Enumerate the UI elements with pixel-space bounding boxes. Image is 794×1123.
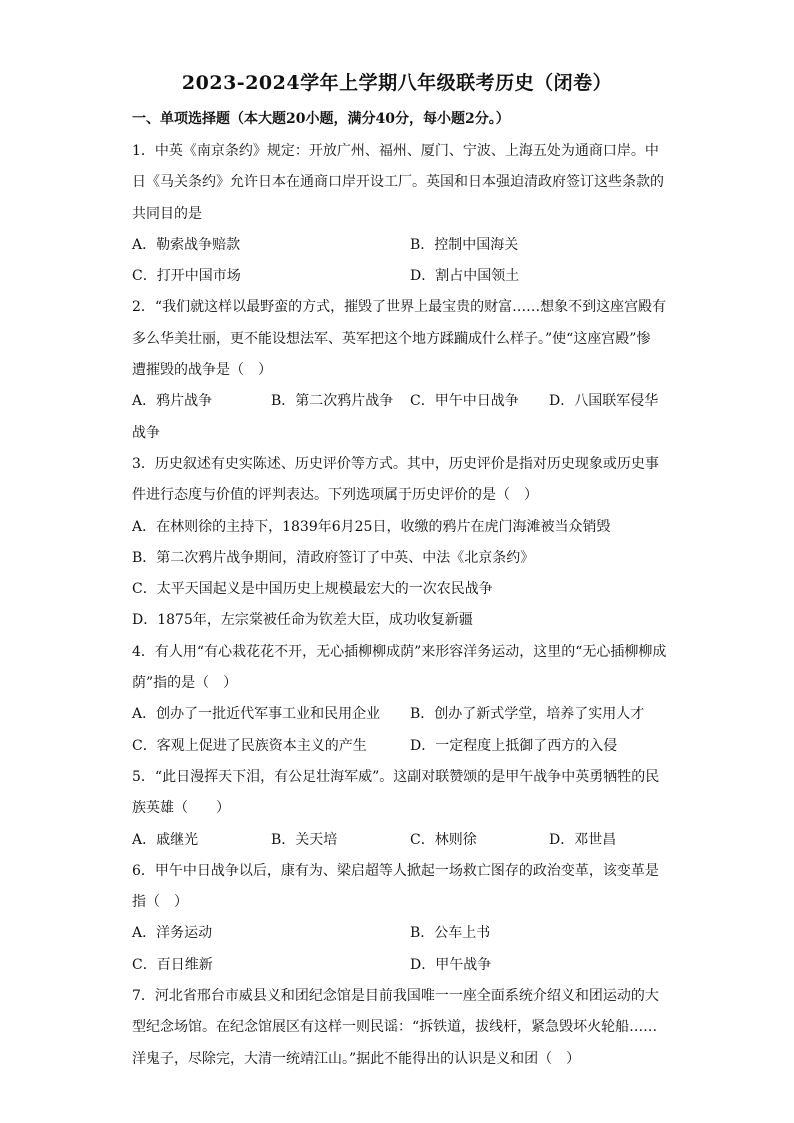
option-d[interactable]: D．割占中国领土 [410, 268, 520, 285]
question-text-line: 共同目的是 [132, 205, 202, 222]
option-b[interactable]: B．第二次鸦片战争 [271, 393, 394, 410]
question-text-line: 6．甲午中日战争以后，康有为、梁启超等人掀起一场救亡图存的政治变革，该变革是 [132, 862, 659, 879]
question-5 [132, 762, 664, 856]
option-d[interactable]: D．甲午战争 [410, 956, 492, 973]
option-d[interactable]: D．一定程度上抵御了西方的入侵 [410, 737, 618, 754]
option-a[interactable]: A．戚继光 [132, 831, 199, 848]
option-d[interactable]: D．1875年，左宗棠被任命为钦差大臣，成功收复新疆 [132, 612, 473, 629]
question-text-line: 遭摧毁的战争是（ ） [132, 362, 272, 379]
option-b[interactable]: B．关天培 [271, 831, 338, 848]
option-c[interactable]: C．甲午中日战争 [410, 393, 519, 410]
option-a[interactable]: A．洋务运动 [132, 925, 213, 942]
question-2 [132, 292, 667, 448]
question-text-line: 7．河北省邢台市威县义和团纪念馆是目前我国唯一一座全面系统介绍义和团运动的大 [132, 988, 659, 1005]
options-row [132, 825, 664, 856]
question-text-line: 3．历史叙述有史实陈述、历史评价等方式。其中，历史评价是指对历史现象或历史事 [132, 455, 659, 472]
question-text-line: 1．中英《南京条约》规定：开放广州、福州、厦门、宁波、上海五处为通商口岸。中 [132, 143, 659, 159]
option-c[interactable]: C．林则徐 [410, 831, 477, 848]
question-4 [132, 637, 667, 762]
option-c[interactable]: C．打开中国市场 [132, 268, 241, 285]
question-text-line: 日《马关条约》允许日本在通商口岸开设工厂。英国和日本强迫清政府签订这些条款的 [132, 174, 664, 191]
exam-title: 2023-2024学年上学期八年级联考历史（闭卷） [181, 72, 613, 94]
options-row [132, 950, 664, 981]
question-1 [132, 136, 664, 292]
option-d[interactable]: D．邓世昌 [549, 831, 617, 848]
option-d[interactable]: D．八国联军侵华 [549, 393, 659, 410]
options-row [132, 918, 664, 949]
option-b[interactable]: B．公车上书 [410, 925, 491, 942]
question-text-line: 件进行态度与价值的评判表达。下列选项属于历史评价的是（ ） [132, 487, 538, 504]
question-3 [132, 449, 664, 637]
option-c[interactable]: C．客观上促进了民族资本主义的产生 [132, 737, 367, 754]
question-text-line: 洋鬼子，尽除完，大清一统靖江山。”据此不能得出的认识是义和团（ ） [132, 1050, 581, 1067]
question-text-line: 5．“此日漫挥天下泪，有公足壮海军威”。这副对联赞颂的是甲午战争中英勇牺牲的民 [132, 768, 660, 785]
option-c[interactable]: C．百日维新 [132, 956, 213, 973]
questions-list [132, 136, 667, 1075]
question-text-line: 型纪念场馆。在纪念馆展区有这样一则民谣：“拆铁道，拔线杆，紧急毁坏火轮船…… [132, 1019, 658, 1036]
options-row [132, 230, 664, 261]
options-row [132, 261, 664, 292]
question-text-line: 多么华美壮丽，更不能设想法军、英军把这个地方蹂躏成什么样子。”使“这座宫殿”惨 [132, 330, 651, 347]
question-7 [132, 981, 664, 1075]
option-b[interactable]: B．第二次鸦片战争期间，清政府签订了中英、中法《北京条约》 [132, 549, 535, 566]
question-text-line: 指（ ） [132, 894, 188, 911]
question-text-line: 族英雄（ ） [132, 800, 230, 817]
options-row [132, 699, 664, 730]
option-b[interactable]: B．控制中国海关 [410, 236, 519, 253]
option-a[interactable]: A．鸦片战争 [132, 393, 213, 410]
option-d-continuation: 战争 [132, 424, 160, 441]
options-row [132, 731, 664, 762]
question-text-line: 荫”指的是（ ） [132, 675, 238, 692]
question-text-line: 4．有人用“有心栽花花不开，无心插柳柳成荫”来形容洋务运动，这里的“无心插柳柳成 [132, 643, 667, 660]
option-c[interactable]: C．太平天国起义是中国历史上规模最宏大的一次农民战争 [132, 581, 493, 598]
question-6 [132, 856, 664, 981]
options-row [132, 386, 664, 417]
option-a[interactable]: A．勒索战争赔款 [132, 236, 241, 253]
option-a[interactable]: A．创办了一批近代军事工业和民用企业 [132, 706, 381, 723]
section-heading: 一、单项选择题（本大题20小题，满分40分，每小题2分。） [132, 111, 510, 127]
question-text-line: 2．“我们就这样以最野蛮的方式，摧毁了世界上最宝贵的财富……想象不到这座宫殿有 [132, 299, 667, 316]
option-a[interactable]: A．在林则徐的主持下，1839年6月25日，收缴的鸦片在虎门海滩被当众销毁 [132, 518, 611, 535]
option-b[interactable]: B．创办了新式学堂，培养了实用人才 [410, 706, 645, 723]
